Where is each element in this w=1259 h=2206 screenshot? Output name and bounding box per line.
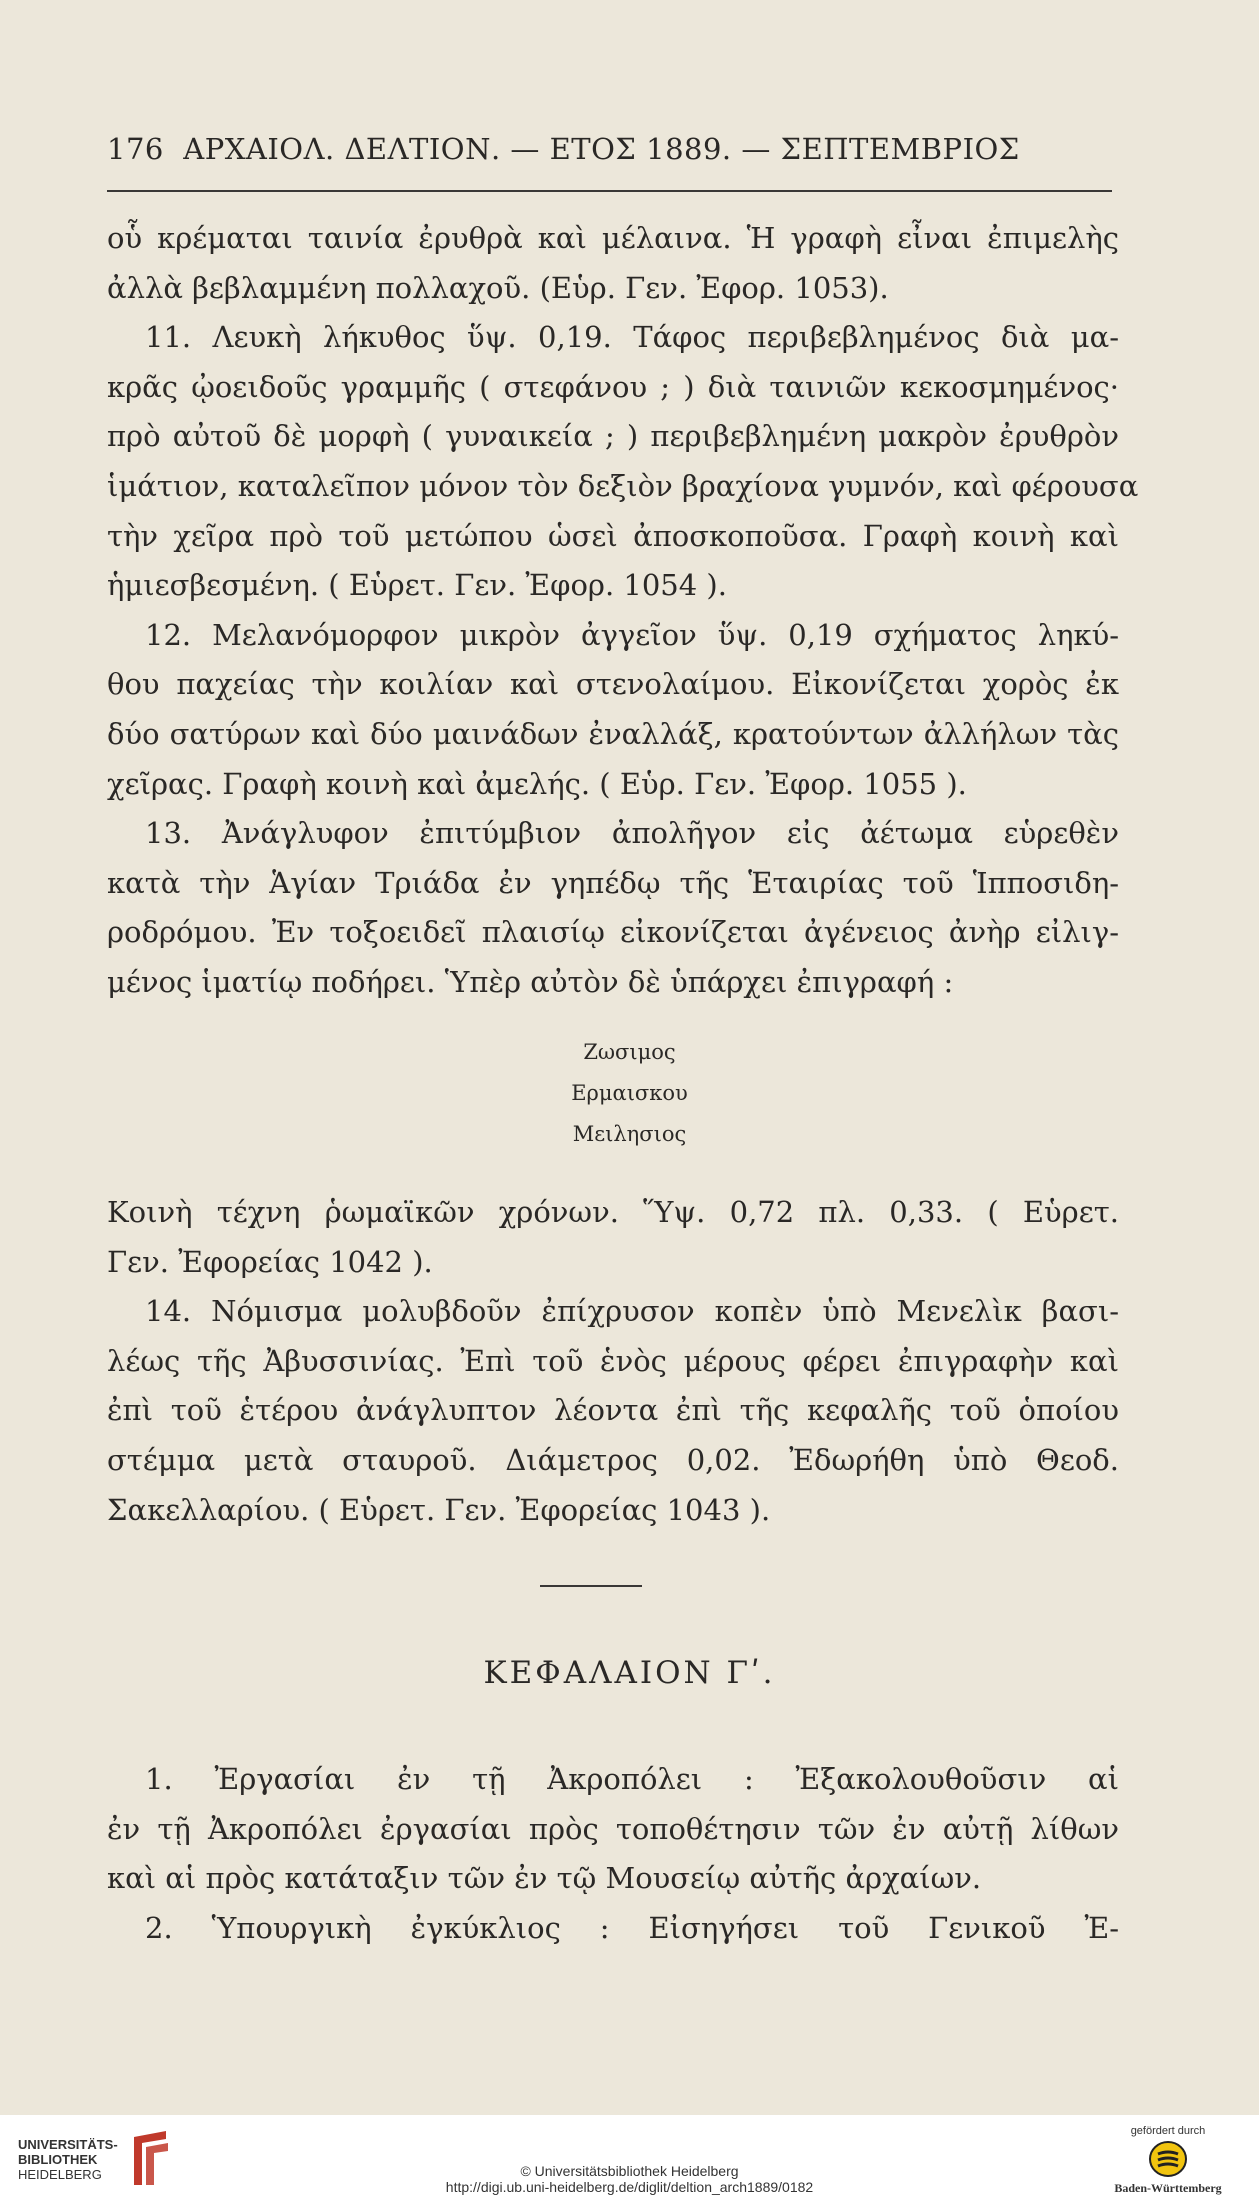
running-title: ΑΡΧΑΙΟΛ. ΔΕΛΤΙΟΝ. — ΕΤΟΣ 1889. — ΣΕΠΤΕΜΒΡΙΟΣ xyxy=(183,132,1020,166)
text-line: 12. Μελανόμορφον μικρὸν ἀγγεῖον ὕψ. 0,19 σχήματος ληκύ- xyxy=(145,617,1119,652)
text-line: 2. Ὑπουργικὴ ἐγκύκλιος : Εἰσηγήσει τοῦ Γενικοῦ Ἐ- xyxy=(145,1910,1119,1945)
footer-bar xyxy=(0,2115,1259,2206)
inscription xyxy=(0,1032,1259,1155)
text-line: ἐπὶ τοῦ ἑτέρου ἀνάγλυπτον λέοντα ἐπὶ τῆς κεφαλῆς τοῦ ὁποίου xyxy=(107,1393,1119,1428)
text-line: λέως τῆς Ἀβυσσινίας. Ἐπὶ τοῦ ἑνὸς μέρους φέρει ἐπιγραφὴν καὶ xyxy=(107,1343,1119,1378)
body-block-3 xyxy=(107,1755,1119,1953)
copyright-notice xyxy=(0,2163,1259,2195)
funder-logo[interactable] xyxy=(1103,2125,1233,2196)
text-line: καὶ αἱ πρὸς κατάταξιν τῶν ἐν τῷ Μουσείῳ αὐτῆς ἀρχαίων. xyxy=(107,1861,982,1896)
inscription-line: Ζωσιμος xyxy=(583,1040,676,1064)
text-line: Γεν. Ἐφορείας 1042 ). xyxy=(107,1244,433,1279)
body-block-1 xyxy=(107,214,1139,1008)
text-line: ἐν τῇ Ἀκροπόλει ἐργασίαι πρὸς τοποθέτησιν τῶν ἐν αὐτῇ λίθων xyxy=(107,1811,1119,1846)
text-line: οὗ κρέμαται ταινία ἐρυθρὰ καὶ μέλαινα. Ἡ γραφὴ εἶναι ἐπιμελὴς xyxy=(107,221,1119,255)
coat-of-arms-icon xyxy=(1148,2139,1188,2179)
text-line: κατὰ τὴν Ἁγίαν Τριάδα ἐν γηπέδῳ τῆς Ἑταιρίας τοῦ Ἱπποσιδη- xyxy=(107,865,1119,900)
text-line: ἡμιεσβεσμένη. ( Εὑρετ. Γεν. Ἐφορ. 1054 ). xyxy=(107,568,727,603)
text-line: τὴν χεῖρα πρὸ τοῦ μετώπου ὡσεὶ ἀποσκοποῦσα. Γραφὴ κοινὴ καὶ xyxy=(107,518,1119,553)
section-divider xyxy=(540,1585,642,1587)
chapter-title: ΚΕΦΑΛΑΙΟΝ Γʹ. xyxy=(483,1655,776,1691)
text-line: 1. Ἐργασίαι ἐν τῇ Ἀκροπόλει : Ἐξακολουθοῦσιν αἱ xyxy=(145,1762,1119,1796)
text-line: ροδρόμου. Ἐν τοξοειδεῖ πλαισίῳ εἰκονίζεται ἀγένειος ἀνὴρ εἰλιγ- xyxy=(107,915,1119,950)
running-header xyxy=(107,132,1112,166)
text-line: 13. Ἀνάγλυφον ἐπιτύμβιον ἀπολῆγον εἰς ἀέτωμα εὑρεθὲν xyxy=(145,816,1119,851)
text-line: δύο σατύρων καὶ δύο μαινάδων ἐναλλάξ, κρατούντων ἀλλήλων τὰς xyxy=(107,716,1119,751)
text-line: πρὸ αὐτοῦ δὲ μορφὴ ( γυναικεία ; ) περιβεβλημένη μακρὸν ἐρυθρὸν xyxy=(107,419,1119,454)
funder-name: Baden-Württemberg xyxy=(1114,2181,1222,2195)
inscription-line: Μειλησιος xyxy=(572,1122,687,1146)
funded-by-label: gefördert durch xyxy=(1130,2125,1206,2137)
text-line: ἱμάτιον, καταλεῖπον μόνον τὸν δεξιὸν βραχίονα γυμνόν, καὶ φέρουσα xyxy=(107,468,1139,503)
library-name-line: UNIVERSITÄTS- xyxy=(18,2137,118,2152)
text-line: στέμμα μετὰ σταυροῦ. Διάμετρος 0,02. Ἐδωρήθη ὑπὸ Θεοδ. xyxy=(107,1442,1119,1477)
text-line: Κοινὴ τέχνη ῥωμαϊκῶν χρόνων. Ὕψ. 0,72 πλ. 0,33. ( Εὑρετ. xyxy=(107,1195,1119,1229)
header-rule xyxy=(107,190,1112,192)
text-line: ἀλλὰ βεβλαμμένη πολλαχοῦ. (Εὑρ. Γεν. Ἐφορ. 1053). xyxy=(107,270,889,305)
text-line: μένος ἱματίῳ ποδήρει. Ὑπὲρ αὐτὸν δὲ ὑπάρχει ἐπιγραφή : xyxy=(107,964,954,999)
text-line: Σακελλαρίου. ( Εὑρετ. Γεν. Ἐφορείας 1043 ). xyxy=(107,1492,771,1527)
library-name-line: BIBLIOTHEK xyxy=(18,2152,98,2167)
text-line: χεῖρας. Γραφὴ κοινὴ καὶ ἀμελής. ( Εὑρ. Γεν. Ἐφορ. 1055 ). xyxy=(107,766,967,801)
text-line: κρᾶς ᾠοειδοῦς γραμμῆς ( στεφάνου ; ) διὰ ταινιῶν κεκοσμημένος· xyxy=(107,369,1119,404)
body-block-2 xyxy=(107,1188,1119,1535)
page-number: 176 xyxy=(107,132,164,166)
inscription-line: Ερμαισκου xyxy=(571,1081,688,1105)
copyright-text: © Universitätsbibliothek Heidelberg xyxy=(520,2163,739,2179)
text-line: 14. Νόμισμα μολυβδοῦν ἐπίχρυσον κοπὲν ὑπὸ Μενελὶκ βασι- xyxy=(145,1294,1119,1329)
text-line: θου παχείας τὴν κοιλίαν καὶ στενολαίμου. Εἰκονίζεται χορὸς ἐκ xyxy=(107,667,1119,702)
library-name-line: HEIDELBERG xyxy=(18,2167,102,2182)
text-line: 11. Λευκὴ λήκυθος ὕψ. 0,19. Τάφος περιβεβλημένος διὰ μα- xyxy=(145,320,1119,355)
permalink[interactable]: http://digi.ub.uni-heidelberg.de/diglit/deltion_arch1889/0182 xyxy=(445,2179,814,2195)
